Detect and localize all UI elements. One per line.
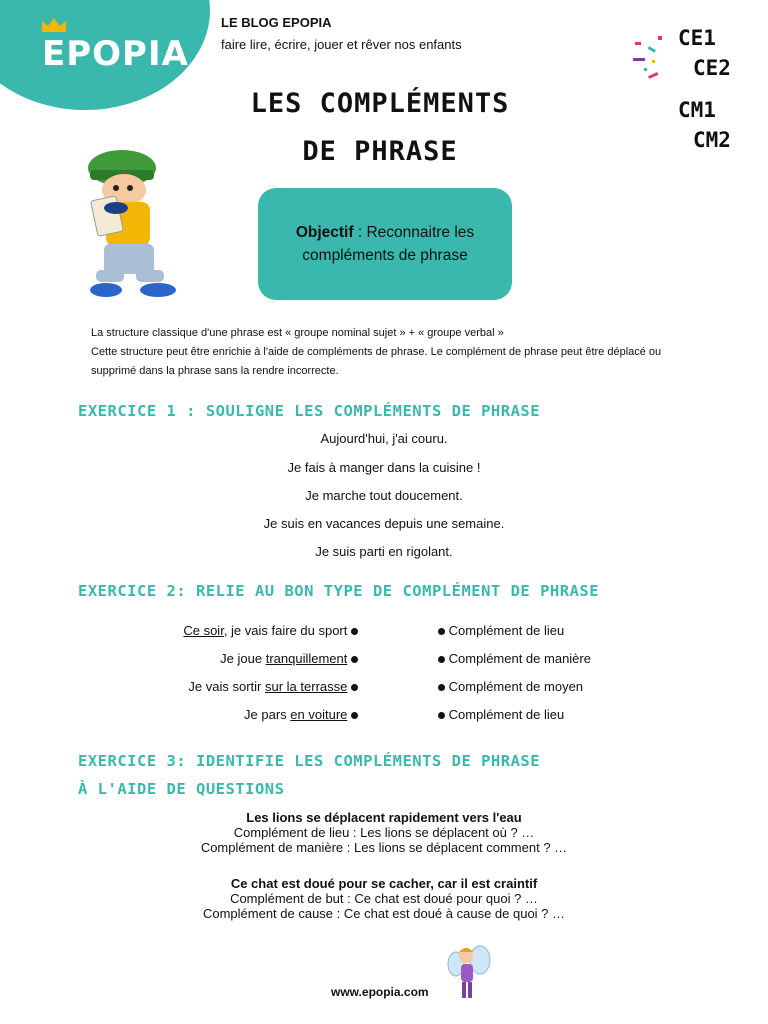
exercise1-sentence: Je suis en vacances depuis une semaine. bbox=[263, 516, 505, 531]
exercise1-sentence: Je suis parti en rigolant. bbox=[315, 544, 453, 559]
connector-dot[interactable] bbox=[438, 656, 445, 663]
connector-dot[interactable] bbox=[438, 628, 445, 635]
fairy-illustration bbox=[446, 944, 492, 1006]
exercise1-sentence: Je fais à manger dans la cuisine ! bbox=[287, 460, 481, 475]
match-right-item[interactable]: Complément de lieu bbox=[438, 623, 564, 638]
question-block bbox=[0, 876, 768, 921]
question-heading: Ce chat est doué pour se cacher, car il est craintif bbox=[230, 876, 538, 891]
question-heading: Les lions se déplacent rapidement vers l'eau bbox=[246, 810, 522, 825]
question-line: Complément de cause : Ce chat est doué à cause de quoi ? … bbox=[202, 906, 566, 921]
page-title-line1: LES COMPLÉMENTS bbox=[250, 88, 510, 119]
connector-dot[interactable] bbox=[351, 712, 358, 719]
match-right-item[interactable]: Complément de manière bbox=[438, 651, 591, 666]
match-right-item[interactable]: Complément de lieu bbox=[438, 707, 564, 722]
exercise1-sentence: Aujourd'hui, j'ai couru. bbox=[320, 431, 448, 446]
footer-url[interactable]: www.epopia.com bbox=[331, 985, 429, 999]
exercise2-title: EXERCICE 2: RELIE AU BON TYPE DE COMPLÉMENT DE PHRASE bbox=[78, 582, 600, 600]
match-left-item[interactable]: Ce soir, je vais faire du sport bbox=[183, 623, 358, 638]
level-ce2: CE2 bbox=[693, 56, 731, 80]
intro-line-1: La structure classique d'une phrase est « groupe nominal sujet » + « groupe verbal » bbox=[91, 327, 504, 339]
connector-dot[interactable] bbox=[351, 684, 358, 691]
exercise3-title-line1: EXERCICE 3: IDENTIFIE LES COMPLÉMENTS DE PHRASE bbox=[78, 752, 541, 770]
connector-dot[interactable] bbox=[438, 712, 445, 719]
blog-name: LE BLOG EPOPIA bbox=[221, 15, 332, 30]
objective-box bbox=[258, 188, 512, 300]
exercise1-title: EXERCICE 1 : SOULIGNE LES COMPLÉMENTS DE PHRASE bbox=[78, 402, 541, 420]
epopia-logo[interactable]: EPOPIA bbox=[42, 34, 189, 74]
exercise1-sentence: Je marche tout doucement. bbox=[305, 488, 463, 503]
connector-dot[interactable] bbox=[351, 656, 358, 663]
question-line: Complément de but : Ce chat est doué pour quoi ? … bbox=[230, 891, 538, 906]
question-line: Complément de manière : Les lions se déplacent comment ? … bbox=[200, 840, 568, 855]
objective-text: : Reconnaitre les compléments de phrase bbox=[302, 224, 475, 264]
level-cm2: CM2 bbox=[693, 128, 731, 152]
level-cm1: CM1 bbox=[678, 98, 716, 122]
intro-line-2: Cette structure peut être enrichie à l'aide de compléments de phrase. Le complément de phrase peut être déplacé ou supprimé dans la phrase sans la rendre incorrecte. bbox=[91, 346, 662, 377]
intro-paragraph bbox=[91, 324, 691, 381]
question-block bbox=[0, 810, 768, 855]
page-title-line2: DE PHRASE bbox=[302, 136, 458, 167]
crown-icon bbox=[40, 16, 68, 34]
confetti-decoration bbox=[630, 30, 670, 85]
objective-label: Objectif bbox=[295, 224, 354, 241]
reading-boy-illustration bbox=[80, 146, 190, 302]
match-left-item[interactable]: Je vais sortir sur la terrasse bbox=[188, 679, 358, 694]
connector-dot[interactable] bbox=[438, 684, 445, 691]
exercise3-title-line2: À L'AIDE DE QUESTIONS bbox=[78, 780, 285, 798]
match-left-item[interactable]: Je joue tranquillement bbox=[220, 651, 358, 666]
match-left-item[interactable]: Je pars en voiture bbox=[244, 707, 358, 722]
match-right-item[interactable]: Complément de moyen bbox=[438, 679, 583, 694]
connector-dot[interactable] bbox=[351, 628, 358, 635]
blog-tagline: faire lire, écrire, jouer et rêver nos enfants bbox=[221, 37, 462, 52]
question-line: Complément de lieu : Les lions se déplacent où ? … bbox=[233, 825, 535, 840]
level-ce1: CE1 bbox=[678, 26, 716, 50]
